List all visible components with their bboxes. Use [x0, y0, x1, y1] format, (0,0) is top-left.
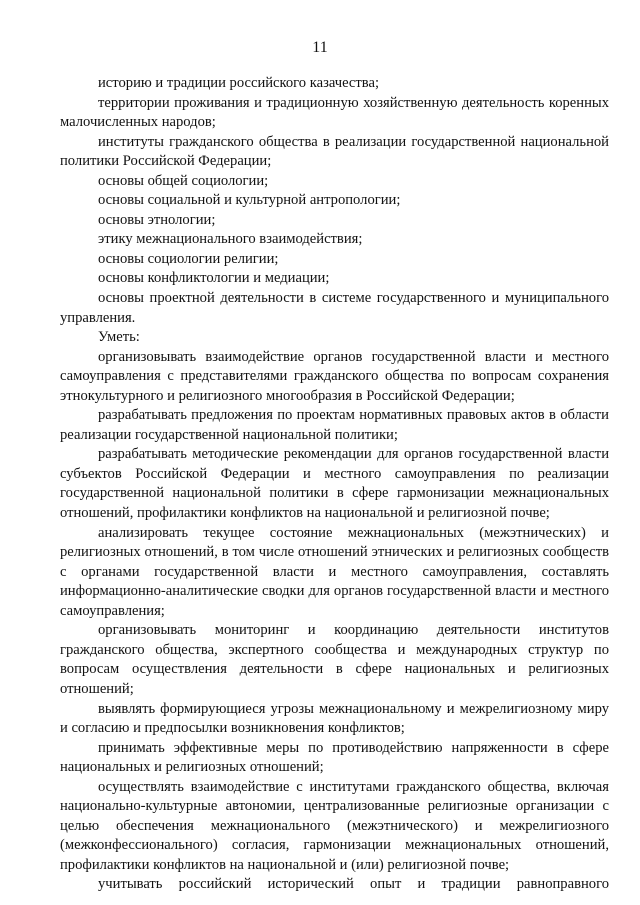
list-item: историю и традиции российского казачества; [98, 75, 380, 91]
list-item: территории проживания и традиционную хозяйственную деятельность коренных малочисленных народов; [60, 94, 609, 131]
list-item: основы общей социологии; [98, 172, 269, 189]
list-item: анализировать текущее состояние межнациональных (межэтнических) и религиозных отношений, в том числе отношений этнических и религиозных сообществ с органами государственной власти и местного самоуправления, составлять информационно-аналитические сводки для органов государственной власти и местного самоуправления; [60, 524, 609, 619]
list-item: институты гражданского общества в реализации государственной национальной политики Российской Федерации; [60, 133, 609, 170]
list-item: разрабатывать предложения по проектам нормативных правовых актов в области реализации государственной национальной политики; [60, 407, 609, 443]
document-body [60, 74, 609, 895]
list-item: основы проектной деятельности в системе государственного и муниципального управления. [60, 290, 609, 326]
list-item: принимать эффективные меры по противодействию напряженности в сфере национальных и религиозных отношений; [60, 739, 609, 776]
list-item: этику межнационального взаимодействия; [98, 231, 363, 248]
list-item: выявлять формирующиеся угрозы межнациональному и межрелигиозному миру и согласию и предпосылки возникновения конфликтов; [60, 700, 609, 737]
list-item: основы социологии религии; [98, 250, 279, 267]
list-item: разрабатывать методические рекомендации для органов государственной власти субъектов Российской Федерации и местного самоуправления по реализации государственной национальной политики в сфере гармонизации межнациональных отношений, профилактики конфликтов на национальной и религиозной почве; [60, 446, 609, 522]
list-item: организовывать взаимодействие органов государственной власти и местного самоуправления с представителями гражданского общества по вопросам сохранения этнокультурного и религиозного многообразия в Российской Федерации; [60, 348, 609, 404]
list-item: основы конфликтологии и медиации; [98, 270, 330, 287]
list-item: основы социальной и культурной антропологии; [98, 192, 401, 209]
list-item: осуществлять взаимодействие с институтами гражданского общества, включая национально-культурные автономии, централизованные религиозные организации с целью обеспечения межнационального (межэтнического) и межрелигиозного (межконфессионального) согласия, гармонизации межнациональных отношений, профилактики конфликтов на национальной и (или) религиозной почве; [60, 778, 609, 873]
section-heading: Уметь: [98, 329, 140, 346]
page-number: 11 [312, 39, 328, 56]
list-item: учитывать российский исторический опыт и традиции равноправного [98, 876, 609, 893]
list-item: организовывать мониторинг и координацию деятельности институтов гражданского общества, экспертного сообщества и международных структур по вопросам осуществления деятельности в сфере национальных и религиозных отношений; [60, 622, 609, 697]
list-item: основы этнологии; [98, 211, 216, 228]
